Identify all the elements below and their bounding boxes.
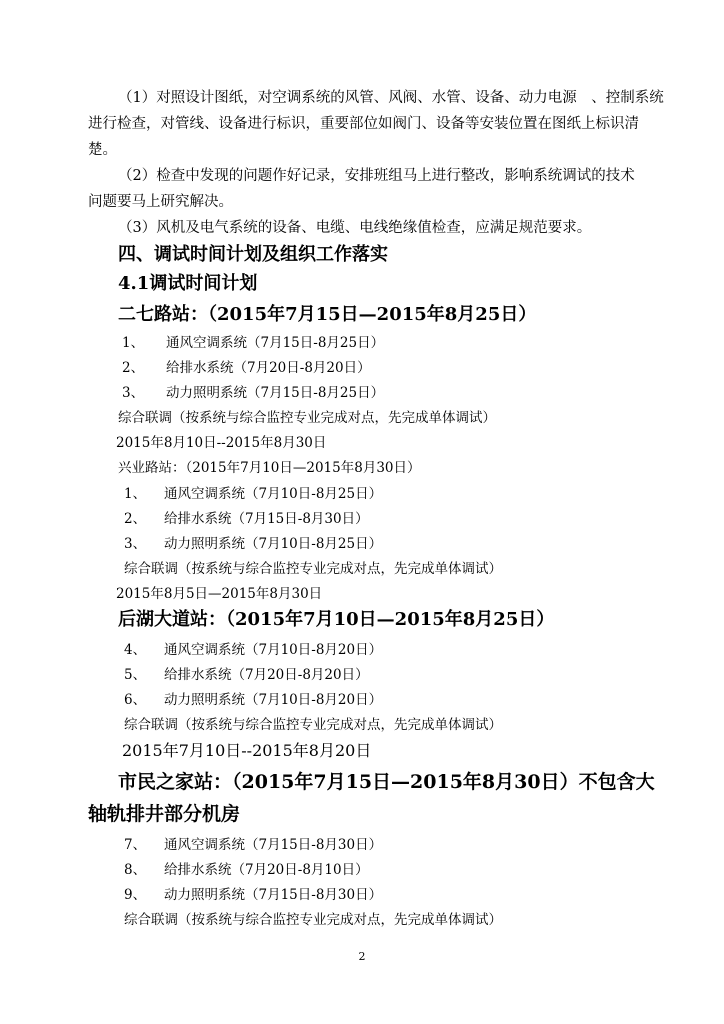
station-2-joint-debug: 综合联调（按系统与综合监控专业完成对点，先完成单体调试） bbox=[124, 561, 502, 577]
paragraph-2-line-2: 问题要马上研究解决。 bbox=[88, 194, 233, 210]
station-1-item-3: 3、 动力照明系统（7月15日-8月25日） bbox=[122, 385, 385, 401]
station-3-item-1: 4、 通风空调系统（7月10日-8月20日） bbox=[124, 642, 383, 658]
station-2-item-2: 2、 给排水系统（7月15日-8月30日） bbox=[124, 511, 369, 527]
paragraph-1-line-3: 楚。 bbox=[88, 142, 117, 158]
station-3-joint-debug: 综合联调（按系统与综合监控专业完成对点，先完成单体调试） bbox=[124, 717, 502, 733]
station-3-item-2: 5、 给排水系统（7月20日-8月20日） bbox=[124, 667, 369, 683]
paragraph-1-line-1: （1）对照设计图纸，对空调系统的风管、风阀、水管、设备、动力电源 、控制系统 bbox=[118, 90, 664, 106]
station-1-date-range: 2015年8月10日--2015年8月30日 bbox=[116, 435, 327, 451]
station-2-item-3: 3、 动力照明系统（7月10日-8月25日） bbox=[124, 536, 383, 552]
paragraph-2-line-1: （2）检查中发现的问题作好记录，安排班组马上进行整改，影响系统调试的技术 bbox=[118, 168, 635, 184]
station-3-date-range: 2015年7月10日--2015年8月20日 bbox=[122, 741, 372, 760]
station-4-item-1: 7、 通风空调系统（7月15日-8月30日） bbox=[124, 837, 383, 853]
section-heading-4: 四、调试时间计划及组织工作落实 bbox=[118, 244, 388, 265]
station-1-item-2: 2、 给排水系统（7月20日-8月20日） bbox=[122, 360, 371, 376]
station-3-item-3: 6、 动力照明系统（7月10日-8月20日） bbox=[124, 692, 383, 708]
station-1-joint-debug: 综合联调（按系统与综合监控专业完成对点，先完成单体调试） bbox=[118, 410, 496, 426]
subsection-heading-4-1: 4.1调试时间计划 bbox=[118, 273, 258, 294]
station-4-title-line-2: 轴轨排井部分机房 bbox=[88, 803, 241, 825]
station-4-item-3: 9、 动力照明系统（7月15日-8月30日） bbox=[124, 887, 383, 903]
page-number: 2 bbox=[358, 950, 366, 963]
paragraph-3-line-1: （3）风机及电气系统的设备、电缆、电线绝缘值检查，应满足规范要求。 bbox=[118, 220, 592, 236]
station-3-title: 后湖大道站：（2015年7月10日—2015年8月25日） bbox=[118, 609, 555, 630]
paragraph-1-line-2: 进行检查，对管线、设备进行标识，重要部位如阀门、设备等安装位置在图纸上标识清 bbox=[88, 116, 639, 132]
station-1-item-1: 1、 通风空调系统（7月15日-8月25日） bbox=[122, 335, 385, 351]
station-2-item-1: 1、 通风空调系统（7月10日-8月25日） bbox=[124, 486, 383, 502]
station-1-title: 二七路站：（2015年7月15日—2015年8月25日） bbox=[118, 304, 537, 325]
station-2-title: 兴业路站：（2015年7月10日—2015年8月30日） bbox=[118, 460, 421, 476]
station-4-item-2: 8、 给排水系统（7月20日-8月10日） bbox=[124, 862, 369, 878]
station-4-title-line-1: 市民之家站：（2015年7月15日—2015年8月30日）不包含大 bbox=[118, 771, 655, 793]
station-2-date-range: 2015年8月5日—2015年8月30日 bbox=[116, 586, 323, 602]
station-4-joint-debug: 综合联调（按系统与综合监控专业完成对点，先完成单体调试） bbox=[124, 912, 502, 928]
